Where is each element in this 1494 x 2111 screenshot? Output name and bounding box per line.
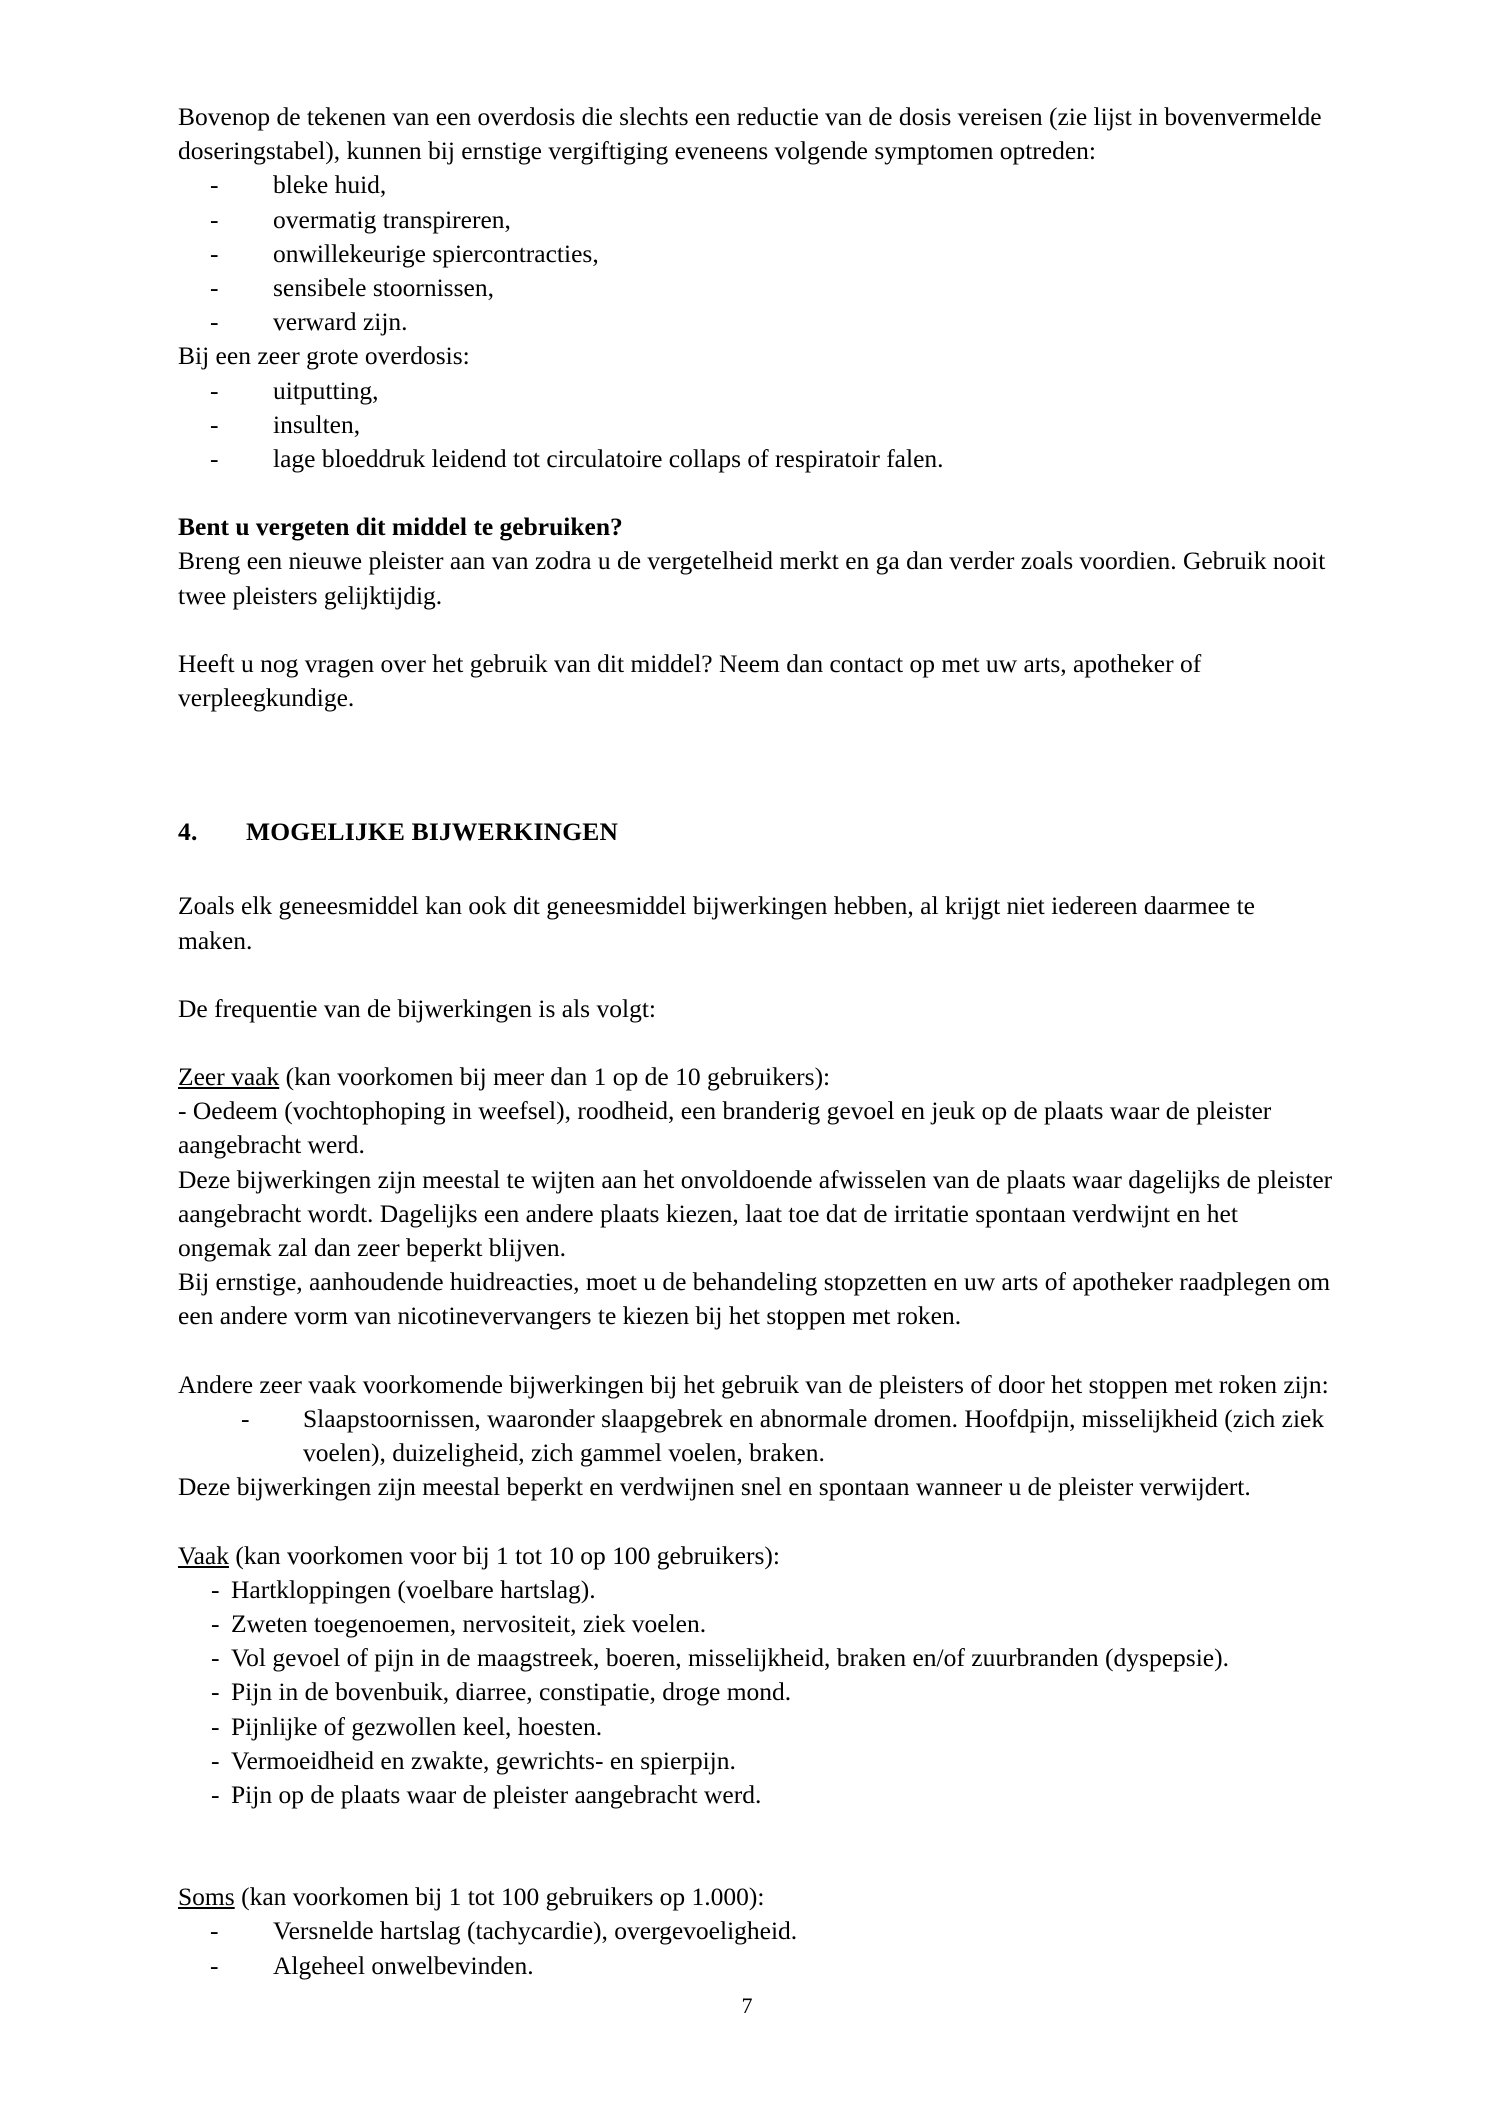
- vaak-list: [178, 1573, 1333, 1812]
- list-item: [211, 1607, 1333, 1641]
- list-item-label: Slaapstoornissen, waaronder slaapgebrek en abnormale dromen. Hoofdpijn, misselijkheid (zich ziek voelen), duizeligheid, zich gammel voelen, braken.: [303, 1403, 1325, 1468]
- other-zeer-vaak-intro: Andere zeer vaak voorkomende bijwerkingen bij het gebruik van de pleisters of door het stoppen met roken zijn:: [178, 1369, 1329, 1399]
- zeer-vaak-closing: Deze bijwerkingen zijn meestal beperkt en verdwijnen snel en spontaan wanneer u de pleister verwijdert.: [178, 1472, 1251, 1502]
- list-item: [210, 374, 1333, 408]
- dash-marker: -: [211, 1574, 220, 1604]
- dash-marker: -: [210, 375, 219, 405]
- section-spacer: [178, 715, 1333, 815]
- zeer-vaak-paragraph-3: Bij ernstige, aanhoudende huidreacties, moet u de behandeling stopzetten en uw arts of apotheker raadplegen om een andere vorm van nicotinevervangers te kiezen bij het stoppen met roken.: [178, 1267, 1331, 1331]
- dash-marker: -: [241, 1403, 250, 1433]
- list-item: [210, 168, 1333, 202]
- other-zeer-vaak-list: [178, 1402, 1333, 1470]
- paragraph-spacer: [178, 1505, 1333, 1539]
- forgotten-dose-paragraph: Breng een nieuwe pleister aan van zodra u de vergetelheid merkt en ga dan verder zoals voordien. Gebruik nooit twee pleisters gelijktijdig.: [178, 546, 1326, 610]
- list-item-label: sensibele stoornissen,: [273, 273, 494, 303]
- dash-marker: -: [210, 1950, 219, 1980]
- paragraph-spacer: [178, 476, 1333, 510]
- soms-list: [178, 1914, 1333, 1982]
- list-item-label: Vermoeidheid en zwakte, gewrichts- en spierpijn.: [231, 1745, 736, 1775]
- list-item: [210, 305, 1333, 339]
- section-number: 4.: [178, 817, 198, 847]
- list-item: [210, 237, 1333, 271]
- list-item-label: overmatig transpireren,: [273, 204, 511, 234]
- dash-marker: -: [210, 204, 219, 234]
- list-item: [210, 271, 1333, 305]
- dash-marker: -: [210, 409, 219, 439]
- paragraph-spacer: [178, 958, 1333, 992]
- list-item-label: Pijn op de plaats waar de pleister aangebracht werd.: [231, 1779, 762, 1809]
- severe-overdose-list: [178, 374, 1333, 477]
- list-item: [241, 1402, 1333, 1470]
- dash-marker: -: [210, 444, 219, 474]
- zeer-vaak-label: Zeer vaak: [178, 1062, 280, 1092]
- section-title: MOGELIJKE BIJWERKINGEN: [246, 817, 619, 847]
- list-item-label: uitputting,: [273, 375, 379, 405]
- list-item-label: Versnelde hartslag (tachycardie), overgevoeligheid.: [273, 1916, 798, 1946]
- page-number: 7: [741, 1993, 753, 2018]
- list-item: [211, 1778, 1333, 1812]
- paragraph-spacer: [178, 849, 1333, 889]
- list-item: [210, 203, 1333, 237]
- dash-marker: -: [211, 1643, 220, 1673]
- dash-marker: -: [210, 307, 219, 337]
- zeer-vaak-heading: [178, 1060, 1333, 1094]
- dash-marker: -: [210, 238, 219, 268]
- soms-label: Soms: [178, 1882, 235, 1912]
- page-content: [178, 100, 1333, 1983]
- zeer-vaak-paragraph-2: Deze bijwerkingen zijn meestal te wijten aan het onvoldoende afwisselen van de plaats waar dagelijks de pleister aangebracht wordt. Dagelijks een andere plaats kiezen, laat toe dat de irritatie spontaan verdwijnt en het ongemak zal dan zeer beperkt blijven.: [178, 1164, 1333, 1263]
- section-spacer: [178, 1812, 1333, 1880]
- list-item: [211, 1744, 1333, 1778]
- dash-marker: -: [211, 1711, 220, 1741]
- vaak-label: Vaak: [178, 1540, 229, 1570]
- zeer-vaak-frequency: (kan voorkomen bij meer dan 1 op de 10 gebruikers):: [279, 1062, 831, 1092]
- soms-heading: [178, 1880, 1333, 1914]
- list-item: [211, 1641, 1333, 1675]
- list-item-label: Hartkloppingen (voelbare hartslag).: [231, 1574, 596, 1604]
- forgotten-dose-heading: Bent u vergeten dit middel te gebruiken?: [178, 512, 623, 542]
- paragraph-spacer: [178, 1334, 1333, 1368]
- dash-marker: -: [211, 1677, 220, 1707]
- list-item: [211, 1573, 1333, 1607]
- list-item: [210, 408, 1333, 442]
- list-item-label: bleke huid,: [273, 170, 387, 200]
- list-item-label: verward zijn.: [273, 307, 408, 337]
- dash-marker: -: [211, 1608, 220, 1638]
- list-item-label: Algeheel onwelbevinden.: [273, 1950, 534, 1980]
- overdose-symptoms-list: [178, 168, 1333, 339]
- list-item-label: Zweten toegenoemen, nervositeit, ziek voelen.: [231, 1608, 707, 1638]
- section-4-heading: [178, 815, 1333, 849]
- overdose-intro-paragraph: Bovenop de tekenen van een overdosis die slechts een reductie van de dosis vereisen (zie lijst in bovenvermelde doseringstabel), kunnen bij ernstige vergiftiging eveneens volgende symptomen optreden:: [178, 102, 1322, 166]
- dash-marker: -: [210, 273, 219, 303]
- list-item: [211, 1675, 1333, 1709]
- questions-paragraph: Heeft u nog vragen over het gebruik van dit middel? Neem dan contact op met uw arts, apotheker of verpleegkundige.: [178, 648, 1202, 713]
- dash-marker: -: [211, 1745, 220, 1775]
- paragraph-spacer: [178, 613, 1333, 647]
- vaak-heading: [178, 1539, 1333, 1573]
- list-item: [210, 1914, 1333, 1948]
- list-item-label: lage bloeddruk leidend tot circulatoire collaps of respiratoir falen.: [273, 444, 944, 474]
- list-item: [210, 1949, 1333, 1983]
- dash-marker: -: [211, 1779, 220, 1809]
- list-item-label: Pijnlijke of gezwollen keel, hoesten.: [231, 1711, 603, 1741]
- list-item-label: insulten,: [273, 409, 361, 439]
- soms-frequency: (kan voorkomen bij 1 tot 100 gebruikers op 1.000):: [234, 1882, 765, 1912]
- list-item: [211, 1710, 1333, 1744]
- list-item-label: Vol gevoel of pijn in de maagstreek, boeren, misselijkheid, braken en/of zuurbranden (dyspepsie).: [231, 1643, 1229, 1673]
- dash-marker: -: [210, 170, 219, 200]
- list-item: [210, 442, 1333, 476]
- section-4-intro: Zoals elk geneesmiddel kan ook dit geneesmiddel bijwerkingen hebben, al krijgt niet iedereen daarmee te maken.: [178, 891, 1255, 955]
- vaak-frequency: (kan voorkomen voor bij 1 tot 10 op 100 gebruikers):: [228, 1540, 780, 1570]
- dash-marker: -: [210, 1916, 219, 1946]
- list-item-label: Pijn in de bovenbuik, diarree, constipatie, droge mond.: [231, 1677, 792, 1707]
- paragraph-spacer: [178, 1026, 1333, 1060]
- severe-overdose-intro: Bij een zeer grote overdosis:: [178, 341, 470, 371]
- list-item-label: onwillekeurige spiercontracties,: [273, 238, 599, 268]
- zeer-vaak-first-item: - Oedeem (vochtophoping in weefsel), roodheid, een branderig gevoel en jeuk op de plaats waar de pleister aangebracht werd.: [178, 1096, 1272, 1160]
- frequency-intro: De frequentie van de bijwerkingen is als volgt:: [178, 993, 656, 1023]
